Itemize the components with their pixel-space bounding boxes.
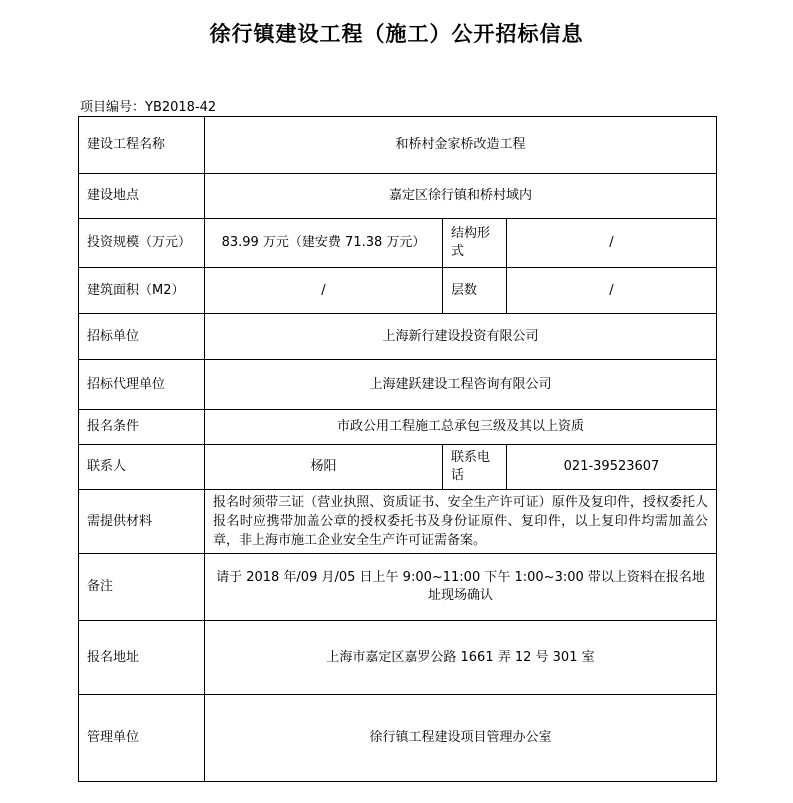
remarks-value: 请于 2018 年/09 月/05 日上午 9:00~11:00 下午 1:00~3:00 带以上资料在报名地址现场确认 [205,554,717,621]
tenderer-label: 招标单位 [79,314,205,360]
table-row [79,117,717,174]
contact-value: 杨阳 [205,445,443,490]
floors-value: / [507,268,717,314]
agent-value: 上海建跃建设工程咨询有限公司 [205,360,717,410]
table-row [79,695,717,782]
requirements-label: 报名条件 [79,410,205,445]
project-name-label: 建设工程名称 [79,117,205,174]
page-title: 徐行镇建设工程（施工）公开招标信息 [209,22,584,46]
area-label: 建筑面积（M2） [79,268,205,314]
location-label: 建设地点 [79,174,205,219]
agent-label: 招标代理单位 [79,360,205,410]
table-row [79,410,717,445]
materials-value: 报名时须带三证（营业执照、资质证书、安全生产许可证）原件及复印件，授权委托人报名时应携带加盖公章的授权委托书及身份证原件、复印件，以上复印件均需加盖公章，非上海市施工企业安全生产许可证需备案。 [205,490,717,554]
management-label: 管理单位 [79,695,205,782]
reg-address-value: 上海市嘉定区嘉罗公路 1661 弄 12 号 301 室 [205,621,717,695]
tenderer-value: 上海新行建设投资有限公司 [205,314,717,360]
table-row [79,554,717,621]
table-row [79,219,717,268]
contact-label: 联系人 [79,445,205,490]
table-row [79,268,717,314]
table-row [79,174,717,219]
investment-value: 83.99 万元（建安费 71.38 万元） [205,219,443,268]
tender-info-table [78,116,717,782]
reg-address-label: 报名地址 [79,621,205,695]
requirements-value: 市政公用工程施工总承包三级及其以上资质 [205,410,717,445]
table-row [79,621,717,695]
table-row [79,490,717,554]
materials-label: 需提供材料 [79,490,205,554]
table-row [79,360,717,410]
remarks-label: 备注 [79,554,205,621]
floors-label: 层数 [443,268,507,314]
project-name-value: 和桥村金家桥改造工程 [205,117,717,174]
phone-value: 021-39523607 [507,445,717,490]
table-row [79,445,717,490]
phone-label: 联系电话 [443,445,507,490]
management-value: 徐行镇工程建设项目管理办公室 [205,695,717,782]
project-number: 项目编号：YB2018-42 [80,100,217,115]
investment-label: 投资规模（万元） [79,219,205,268]
table-row [79,314,717,360]
structure-label: 结构形式 [443,219,507,268]
location-value: 嘉定区徐行镇和桥村域内 [205,174,717,219]
structure-value: / [507,219,717,268]
area-value: / [205,268,443,314]
